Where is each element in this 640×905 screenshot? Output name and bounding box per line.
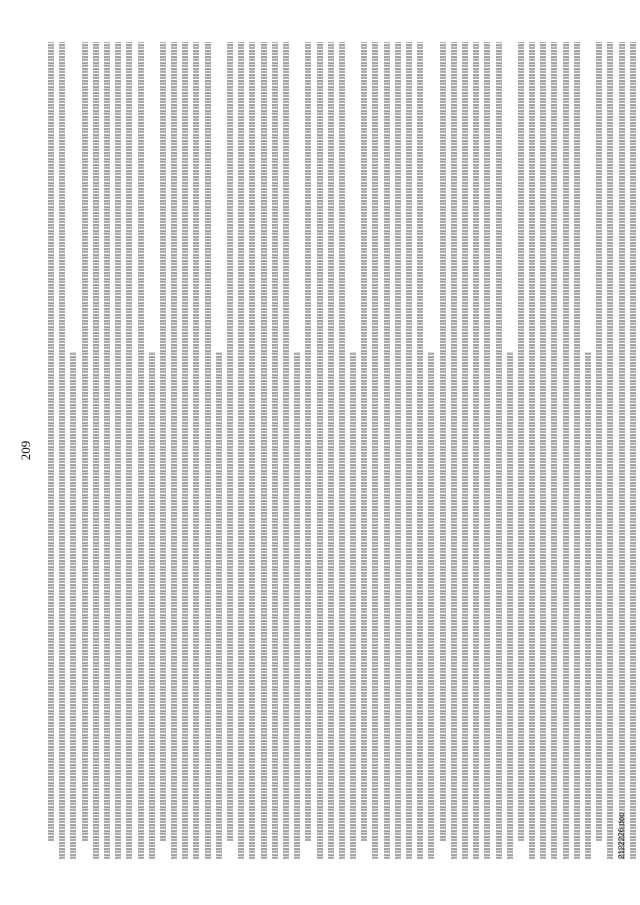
text-line [182,42,188,859]
text-line [171,42,177,859]
text-line [395,42,401,859]
text-line [619,42,625,859]
text-line [417,42,423,859]
text-line [518,42,524,841]
text-line [585,352,591,859]
text-line [451,42,457,859]
text-line [372,42,378,859]
text-line [305,42,311,841]
text-line [507,352,513,859]
text-line [328,42,334,859]
text-line [138,42,144,859]
text-line [484,42,490,859]
text-line [339,42,345,859]
text-line [563,42,569,859]
text-line [630,42,636,859]
file-code: 2122226.doc [617,812,626,859]
text-line [551,42,557,859]
text-line [384,42,390,859]
text-line [272,42,278,859]
text-line [574,42,580,859]
text-line [149,352,155,859]
text-line [350,352,356,859]
text-line [59,42,65,859]
illegible-body-text [48,42,608,859]
text-line [126,42,132,859]
text-line [361,42,367,841]
text-line [82,42,88,841]
text-line [283,42,289,859]
text-line [462,42,468,859]
text-line [205,42,211,859]
text-line [317,42,323,859]
text-line [540,42,546,859]
text-line [193,42,199,859]
text-line [261,42,267,859]
text-line [596,42,602,841]
text-line [115,42,121,859]
text-line [104,42,110,859]
text-line [473,42,479,859]
text-line [406,42,412,859]
text-line [160,42,166,841]
text-line [428,352,434,859]
text-line [440,42,446,841]
text-line [227,42,233,841]
text-line [48,42,54,841]
text-line [216,352,222,859]
text-line [529,42,535,859]
text-line [93,42,99,859]
text-line [607,42,613,859]
page-number: 209 [18,440,33,461]
text-line [238,42,244,859]
text-line [496,42,502,859]
text-line [249,42,255,859]
text-line [294,352,300,859]
text-line [70,352,76,859]
